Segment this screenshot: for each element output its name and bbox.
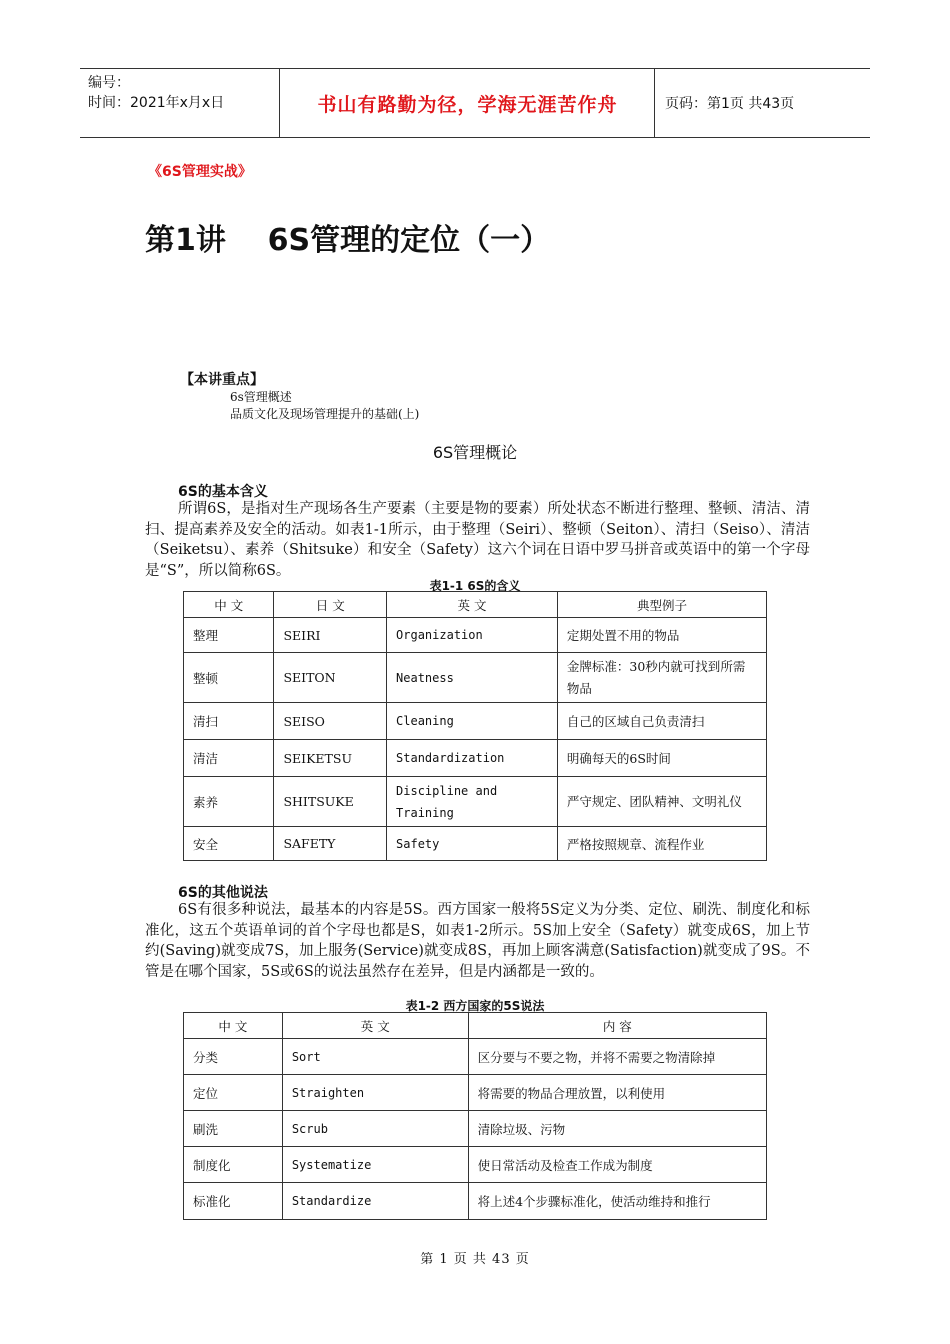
table-western-5s — [183, 1012, 767, 1220]
table2-caption: 表1-2 西方国家的5S说法 — [405, 999, 545, 1013]
cell-chinese: 制度化 — [184, 1147, 283, 1183]
key-points-heading: 【本讲重点】 — [180, 372, 264, 388]
cell-chinese: 清洁 — [184, 740, 274, 777]
table-header-row — [184, 592, 767, 618]
table-row — [184, 1075, 767, 1111]
cell-chinese: 标准化 — [184, 1183, 283, 1220]
cell-chinese: 定位 — [184, 1075, 283, 1111]
key-point-item: 品质文化及现场管理提升的基础(上) — [230, 407, 420, 421]
cell-english: Organization — [387, 618, 558, 653]
cell-japanese: SEIRI — [274, 618, 387, 653]
section-title: 6S管理概论 — [432, 443, 518, 462]
table1-caption: 表1-1 6S的含义 — [429, 579, 521, 593]
basic-meaning-paragraph: 所谓6S，是指对生产现场各生产要素（主要是物的要素）所处状态不断进行整理、整顿、清洁、清扫、提高素养及安全的活动。如表1-1所示，由于整理（Seiri）、整顿（Seiton）、清扫（Seiso）、清洁（Seiketsu）、素养（Shitsuke）和安全（Safety）这六个词在日语中罗马拼音或英语中的第一个字母是“S”，所以简称6S。 — [145, 501, 810, 579]
column-header: 典型例子 — [557, 592, 766, 618]
key-point-item: 6s管理概述 — [230, 390, 292, 404]
table-row — [184, 740, 767, 777]
table-6s-meaning — [183, 591, 767, 861]
cell-english: Straighten — [282, 1075, 468, 1111]
series-title: 《6S管理实战》 — [148, 164, 252, 180]
cell-japanese: SAFETY — [274, 827, 387, 861]
cell-japanese: SEITON — [274, 653, 387, 703]
cell-chinese: 整顿 — [184, 653, 274, 703]
serial-label: 编号： — [88, 75, 130, 91]
table-row — [184, 1039, 767, 1075]
cell-example: 定期处置不用的物品 — [557, 618, 766, 653]
table-row — [184, 1183, 767, 1220]
cell-chinese: 刷洗 — [184, 1111, 283, 1147]
cell-content: 清除垃圾、污物 — [468, 1111, 766, 1147]
header-meta — [80, 69, 280, 137]
cell-english: Standardization — [387, 740, 558, 777]
cell-english: Cleaning — [387, 703, 558, 740]
basic-meaning-heading: 6S的基本含义 — [178, 484, 268, 500]
cell-example: 明确每天的6S时间 — [557, 740, 766, 777]
cell-japanese: SEIKETSU — [274, 740, 387, 777]
cell-english: Scrub — [282, 1111, 468, 1147]
cell-example: 严守规定、团队精神、文明礼仪 — [557, 777, 766, 827]
cell-japanese: SHITSUKE — [274, 777, 387, 827]
cell-japanese: SEISO — [274, 703, 387, 740]
cell-english: Safety — [387, 827, 558, 861]
lecture-title: 第1讲 6S管理的定位（一） — [145, 223, 551, 258]
page-footer: 第 1 页 共 43 页 — [420, 1252, 530, 1267]
table-row — [184, 777, 767, 827]
cell-example: 金牌标准：30秒内就可找到所需物品 — [557, 653, 766, 703]
column-header: 中 文 — [184, 1013, 283, 1039]
cell-english: Discipline and Training — [387, 777, 558, 827]
other-sayings-paragraph: 6S有很多种说法，最基本的内容是5S。西方国家一般将5S定义为分类、定位、刷洗、制度化和标准化，这五个英语单词的首个字母也都是S，如表1-2所示。5S加上安全（Safety）就变成6S，加上节约(Saving)就变成7S，加上服务(Service)就变成8S，再加上顾客满意(Satisfaction)就变成了9S。不管是在哪个国家，5S或6S的说法虽然存在差异，但是内涵都是一致的。 — [145, 902, 810, 980]
column-header: 中 文 — [184, 592, 274, 618]
cell-chinese: 整理 — [184, 618, 274, 653]
cell-chinese: 安全 — [184, 827, 274, 861]
time-label: 时间：2021年x月x日 — [88, 95, 225, 111]
cell-chinese: 清扫 — [184, 703, 274, 740]
cell-content: 将上述4个步骤标准化，使活动维持和推行 — [468, 1183, 766, 1220]
column-header: 日 文 — [274, 592, 387, 618]
column-header: 内 容 — [468, 1013, 766, 1039]
cell-english: Sort — [282, 1039, 468, 1075]
table-row — [184, 1111, 767, 1147]
cell-english: Systematize — [282, 1147, 468, 1183]
table-header-row — [184, 1013, 767, 1039]
cell-example: 自己的区域自己负责清扫 — [557, 703, 766, 740]
table-row — [184, 703, 767, 740]
other-sayings-heading: 6S的其他说法 — [178, 885, 268, 901]
table-row — [184, 827, 767, 861]
header-page-info: 页码：第1页 共43页 — [665, 96, 795, 112]
cell-chinese: 素养 — [184, 777, 274, 827]
table-row — [184, 653, 767, 703]
column-header: 英 文 — [387, 592, 558, 618]
table-row — [184, 618, 767, 653]
page-header — [80, 68, 870, 138]
cell-content: 将需要的物品合理放置，以利使用 — [468, 1075, 766, 1111]
cell-example: 严格按照规章、流程作业 — [557, 827, 766, 861]
header-motto: 书山有路勤为径，学海无涯苦作舟 — [281, 69, 655, 137]
cell-english: Neatness — [387, 653, 558, 703]
cell-english: Standardize — [282, 1183, 468, 1220]
cell-chinese: 分类 — [184, 1039, 283, 1075]
table-row — [184, 1147, 767, 1183]
cell-content: 使日常活动及检查工作成为制度 — [468, 1147, 766, 1183]
column-header: 英 文 — [282, 1013, 468, 1039]
cell-content: 区分要与不要之物，并将不需要之物清除掉 — [468, 1039, 766, 1075]
